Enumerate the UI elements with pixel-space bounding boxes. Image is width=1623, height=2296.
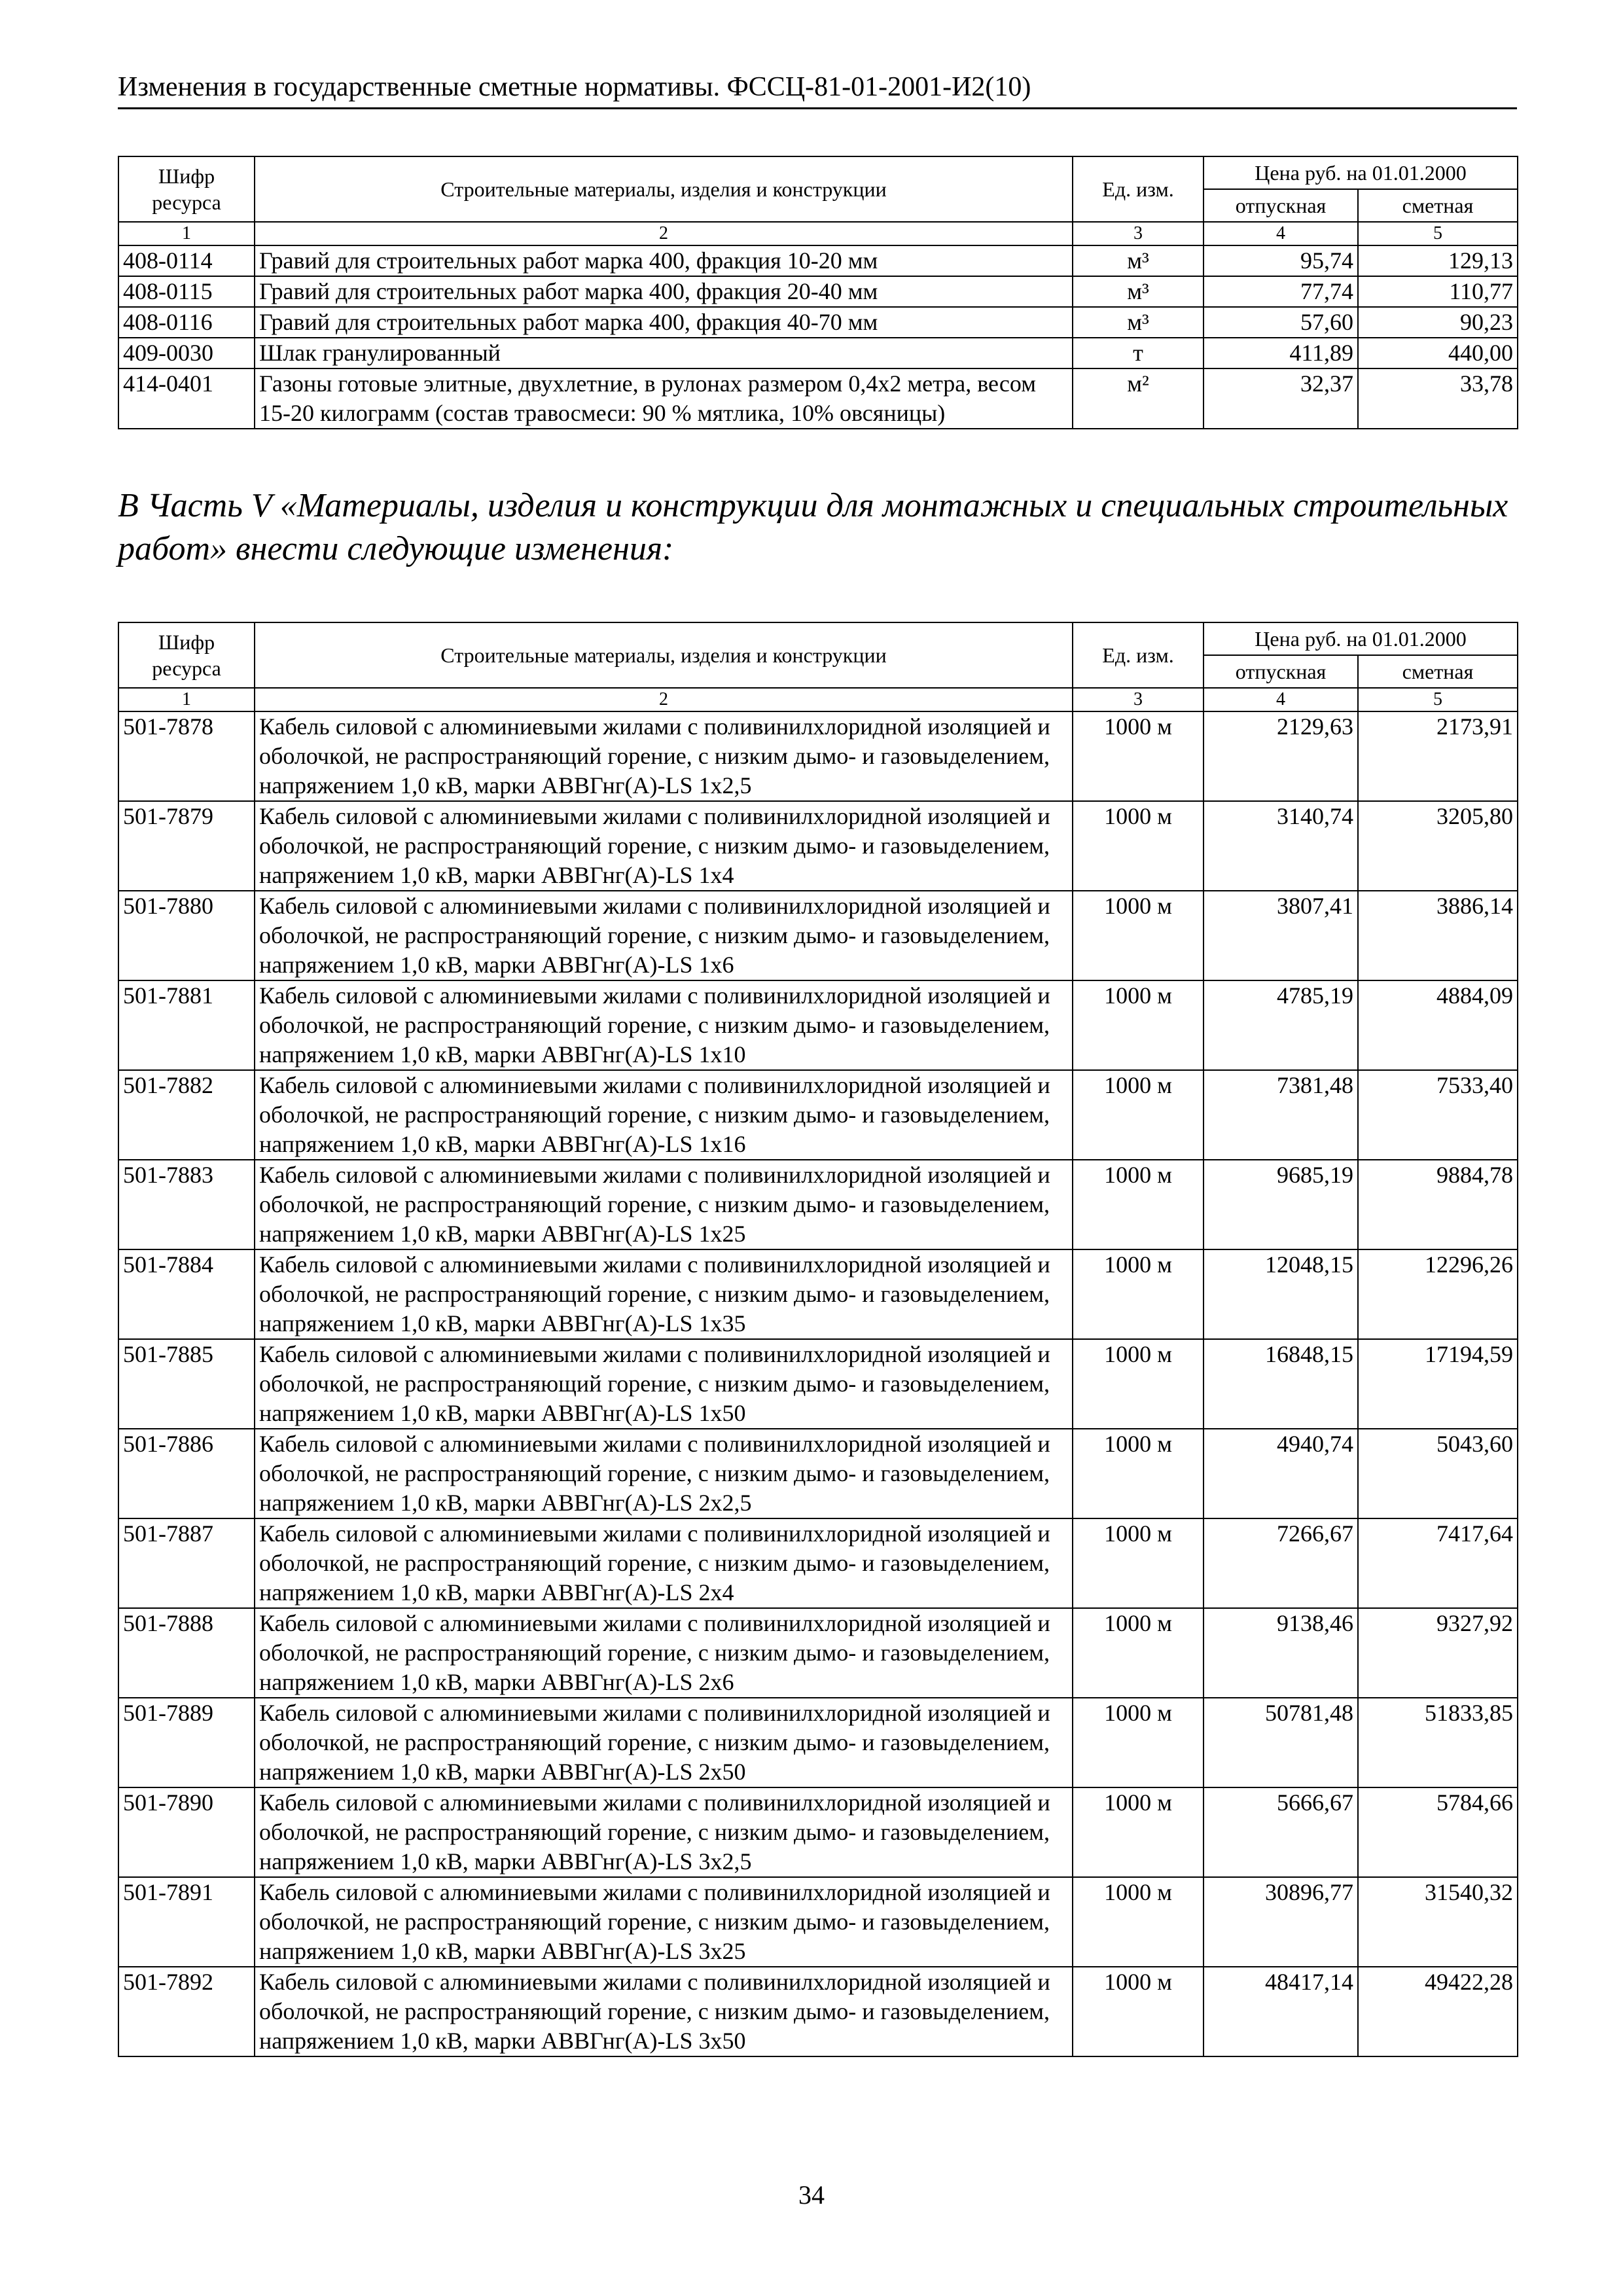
resource-code: 501-7889 [118, 1698, 255, 1787]
estimate-price: 440,00 [1358, 338, 1518, 368]
unit-cell: 1000 м [1073, 1429, 1204, 1518]
material-name: Кабель силовой с алюминиевыми жилами с поливинилхлоридной изоляцией и оболочкой, не распространяющий горение, с низким дымо- и газовыделением, напряжением 1,0 кВ, марки АВВГнг(А)-LS 3х25 [255, 1877, 1073, 1967]
unit-cell: 1000 м [1073, 1608, 1204, 1698]
resource-code: 501-7892 [118, 1967, 255, 2056]
materials-table-1 [118, 156, 1518, 429]
unit-cell: 1000 м [1073, 1698, 1204, 1787]
estimate-price: 31540,32 [1358, 1877, 1518, 1967]
col-header-code: Шифр ресурса [118, 156, 255, 222]
table-row [118, 1249, 1518, 1339]
col-number: 1 [118, 222, 255, 245]
material-name: Гравий для строительных работ марка 400, фракция 20-40 мм [255, 276, 1073, 307]
release-price: 3807,41 [1204, 891, 1358, 980]
resource-code: 408-0115 [118, 276, 255, 307]
unit-cell: м³ [1073, 307, 1204, 338]
col-header-name: Строительные материалы, изделия и конструкции [255, 156, 1073, 222]
col-number: 4 [1204, 222, 1358, 245]
release-price: 32,37 [1204, 368, 1358, 429]
col-header-unit: Ед. изм. [1073, 622, 1204, 688]
table-row [118, 711, 1518, 801]
material-name: Кабель силовой с алюминиевыми жилами с поливинилхлоридной изоляцией и оболочкой, не распространяющий горение, с низким дымо- и газовыделением, напряжением 1,0 кВ, марки АВВГнг(А)-LS 1х2,5 [255, 711, 1073, 801]
estimate-price: 12296,26 [1358, 1249, 1518, 1339]
table-row [118, 1608, 1518, 1698]
page-header: Изменения в государственные сметные нормативы. ФССЦ-81-01-2001-И2(10) [118, 71, 1517, 109]
table-row [118, 891, 1518, 980]
table-row [118, 801, 1518, 891]
resource-code: 501-7880 [118, 891, 255, 980]
col-number: 3 [1073, 688, 1204, 711]
resource-code: 501-7881 [118, 980, 255, 1070]
estimate-price: 9327,92 [1358, 1608, 1518, 1698]
col-number: 5 [1358, 222, 1518, 245]
unit-cell: 1000 м [1073, 1249, 1204, 1339]
table-row [118, 1070, 1518, 1160]
table-row [118, 276, 1518, 307]
unit-cell: 1000 м [1073, 711, 1204, 801]
resource-code: 501-7885 [118, 1339, 255, 1429]
estimate-price: 3205,80 [1358, 801, 1518, 891]
resource-code: 414-0401 [118, 368, 255, 429]
resource-code: 501-7878 [118, 711, 255, 801]
estimate-price: 9884,78 [1358, 1160, 1518, 1249]
unit-cell: м³ [1073, 276, 1204, 307]
estimate-price: 33,78 [1358, 368, 1518, 429]
table-row [118, 1877, 1518, 1967]
release-price: 411,89 [1204, 338, 1358, 368]
col-number: 5 [1358, 688, 1518, 711]
unit-cell: 1000 м [1073, 980, 1204, 1070]
resource-code: 501-7884 [118, 1249, 255, 1339]
table-2-body [118, 711, 1518, 2056]
table-row [118, 245, 1518, 276]
material-name: Кабель силовой с алюминиевыми жилами с поливинилхлоридной изоляцией и оболочкой, не распространяющий горение, с низким дымо- и газовыделением, напряжением 1,0 кВ, марки АВВГнг(А)-LS 1х6 [255, 891, 1073, 980]
resource-code: 501-7891 [118, 1877, 255, 1967]
table-row [118, 980, 1518, 1070]
estimate-price: 3886,14 [1358, 891, 1518, 980]
release-price: 9138,46 [1204, 1608, 1358, 1698]
col-header-name: Строительные материалы, изделия и конструкции [255, 622, 1073, 688]
page-number: 34 [798, 2180, 825, 2210]
table-row [118, 1967, 1518, 2056]
table-row [118, 338, 1518, 368]
col-header-estimate-price: сметная [1358, 655, 1518, 688]
col-number: 4 [1204, 688, 1358, 711]
material-name: Кабель силовой с алюминиевыми жилами с поливинилхлоридной изоляцией и оболочкой, не распространяющий горение, с низким дымо- и газовыделением, напряжением 1,0 кВ, марки АВВГнг(А)-LS 1х10 [255, 980, 1073, 1070]
unit-cell: 1000 м [1073, 1518, 1204, 1608]
unit-cell: 1000 м [1073, 1160, 1204, 1249]
table-1-body [118, 245, 1518, 429]
resource-code: 501-7879 [118, 801, 255, 891]
col-header-price-group: Цена руб. на 01.01.2000 [1204, 156, 1518, 189]
table-row [118, 1429, 1518, 1518]
estimate-price: 5043,60 [1358, 1429, 1518, 1518]
resource-code: 501-7890 [118, 1787, 255, 1877]
unit-cell: т [1073, 338, 1204, 368]
unit-cell: 1000 м [1073, 891, 1204, 980]
estimate-price: 2173,91 [1358, 711, 1518, 801]
release-price: 30896,77 [1204, 1877, 1358, 1967]
resource-code: 409-0030 [118, 338, 255, 368]
estimate-price: 90,23 [1358, 307, 1518, 338]
release-price: 57,60 [1204, 307, 1358, 338]
release-price: 16848,15 [1204, 1339, 1358, 1429]
estimate-price: 110,77 [1358, 276, 1518, 307]
material-name: Шлак гранулированный [255, 338, 1073, 368]
material-name: Кабель силовой с алюминиевыми жилами с поливинилхлоридной изоляцией и оболочкой, не распространяющий горение, с низким дымо- и газовыделением, напряжением 1,0 кВ, марки АВВГнг(А)-LS 1х4 [255, 801, 1073, 891]
estimate-price: 129,13 [1358, 245, 1518, 276]
unit-cell: м³ [1073, 245, 1204, 276]
unit-cell: 1000 м [1073, 1070, 1204, 1160]
material-name: Газоны готовые элитные, двухлетние, в рулонах размером 0,4х2 метра, весом 15-20 килограмм (состав травосмеси: 90 % мятлика, 10% овсяницы) [255, 368, 1073, 429]
resource-code: 501-7887 [118, 1518, 255, 1608]
unit-cell: 1000 м [1073, 1877, 1204, 1967]
col-number: 3 [1073, 222, 1204, 245]
unit-cell: 1000 м [1073, 801, 1204, 891]
col-header-price-group: Цена руб. на 01.01.2000 [1204, 622, 1518, 655]
material-name: Кабель силовой с алюминиевыми жилами с поливинилхлоридной изоляцией и оболочкой, не распространяющий горение, с низким дымо- и газовыделением, напряжением 1,0 кВ, марки АВВГнг(А)-LS 1х35 [255, 1249, 1073, 1339]
section-title: В Часть V «Материалы, изделия и конструкции для монтажных и специальных строительных работ» внести следующие изменения: [118, 487, 1508, 567]
table-row [118, 1518, 1518, 1608]
release-price: 7381,48 [1204, 1070, 1358, 1160]
material-name: Кабель силовой с алюминиевыми жилами с поливинилхлоридной изоляцией и оболочкой, не распространяющий горение, с низким дымо- и газовыделением, напряжением 1,0 кВ, марки АВВГнг(А)-LS 2х50 [255, 1698, 1073, 1787]
material-name: Кабель силовой с алюминиевыми жилами с поливинилхлоридной изоляцией и оболочкой, не распространяющий горение, с низким дымо- и газовыделением, напряжением 1,0 кВ, марки АВВГнг(А)-LS 1х50 [255, 1339, 1073, 1429]
release-price: 9685,19 [1204, 1160, 1358, 1249]
release-price: 7266,67 [1204, 1518, 1358, 1608]
materials-table-2 [118, 622, 1518, 2057]
release-price: 48417,14 [1204, 1967, 1358, 2056]
material-name: Кабель силовой с алюминиевыми жилами с поливинилхлоридной изоляцией и оболочкой, не распространяющий горение, с низким дымо- и газовыделением, напряжением 1,0 кВ, марки АВВГнг(А)-LS 2х4 [255, 1518, 1073, 1608]
material-name: Кабель силовой с алюминиевыми жилами с поливинилхлоридной изоляцией и оболочкой, не распространяющий горение, с низким дымо- и газовыделением, напряжением 1,0 кВ, марки АВВГнг(А)-LS 1х16 [255, 1070, 1073, 1160]
table-row [118, 1160, 1518, 1249]
estimate-price: 4884,09 [1358, 980, 1518, 1070]
col-number: 2 [255, 688, 1073, 711]
table-row [118, 1339, 1518, 1429]
material-name: Гравий для строительных работ марка 400, фракция 40-70 мм [255, 307, 1073, 338]
col-header-estimate-price: сметная [1358, 189, 1518, 222]
table-row [118, 1698, 1518, 1787]
release-price: 4940,74 [1204, 1429, 1358, 1518]
release-price: 4785,19 [1204, 980, 1358, 1070]
estimate-price: 49422,28 [1358, 1967, 1518, 2056]
col-header-unit: Ед. изм. [1073, 156, 1204, 222]
material-name: Кабель силовой с алюминиевыми жилами с поливинилхлоридной изоляцией и оболочкой, не распространяющий горение, с низким дымо- и газовыделением, напряжением 1,0 кВ, марки АВВГнг(А)-LS 3х2,5 [255, 1787, 1073, 1877]
table-row [118, 368, 1518, 429]
material-name: Кабель силовой с алюминиевыми жилами с поливинилхлоридной изоляцией и оболочкой, не распространяющий горение, с низким дымо- и газовыделением, напряжением 1,0 кВ, марки АВВГнг(А)-LS 2х6 [255, 1608, 1073, 1698]
estimate-price: 51833,85 [1358, 1698, 1518, 1787]
resource-code: 501-7888 [118, 1608, 255, 1698]
estimate-price: 17194,59 [1358, 1339, 1518, 1429]
estimate-price: 7533,40 [1358, 1070, 1518, 1160]
unit-cell: 1000 м [1073, 1787, 1204, 1877]
resource-code: 501-7886 [118, 1429, 255, 1518]
material-name: Гравий для строительных работ марка 400, фракция 10-20 мм [255, 245, 1073, 276]
col-header-release-price: отпускная [1204, 189, 1358, 222]
estimate-price: 5784,66 [1358, 1787, 1518, 1877]
release-price: 77,74 [1204, 276, 1358, 307]
release-price: 5666,67 [1204, 1787, 1358, 1877]
col-header-release-price: отпускная [1204, 655, 1358, 688]
release-price: 3140,74 [1204, 801, 1358, 891]
table-row [118, 307, 1518, 338]
col-number: 1 [118, 688, 255, 711]
unit-cell: 1000 м [1073, 1967, 1204, 2056]
resource-code: 408-0116 [118, 307, 255, 338]
release-price: 12048,15 [1204, 1249, 1358, 1339]
resource-code: 501-7883 [118, 1160, 255, 1249]
release-price: 50781,48 [1204, 1698, 1358, 1787]
table-row [118, 1787, 1518, 1877]
release-price: 2129,63 [1204, 711, 1358, 801]
material-name: Кабель силовой с алюминиевыми жилами с поливинилхлоридной изоляцией и оболочкой, не распространяющий горение, с низким дымо- и газовыделением, напряжением 1,0 кВ, марки АВВГнг(А)-LS 2х2,5 [255, 1429, 1073, 1518]
unit-cell: м² [1073, 368, 1204, 429]
col-number: 2 [255, 222, 1073, 245]
col-header-code: Шифр ресурса [118, 622, 255, 688]
material-name: Кабель силовой с алюминиевыми жилами с поливинилхлоридной изоляцией и оболочкой, не распространяющий горение, с низким дымо- и газовыделением, напряжением 1,0 кВ, марки АВВГнг(А)-LS 1х25 [255, 1160, 1073, 1249]
estimate-price: 7417,64 [1358, 1518, 1518, 1608]
resource-code: 408-0114 [118, 245, 255, 276]
material-name: Кабель силовой с алюминиевыми жилами с поливинилхлоридной изоляцией и оболочкой, не распространяющий горение, с низким дымо- и газовыделением, напряжением 1,0 кВ, марки АВВГнг(А)-LS 3х50 [255, 1967, 1073, 2056]
unit-cell: 1000 м [1073, 1339, 1204, 1429]
release-price: 95,74 [1204, 245, 1358, 276]
resource-code: 501-7882 [118, 1070, 255, 1160]
